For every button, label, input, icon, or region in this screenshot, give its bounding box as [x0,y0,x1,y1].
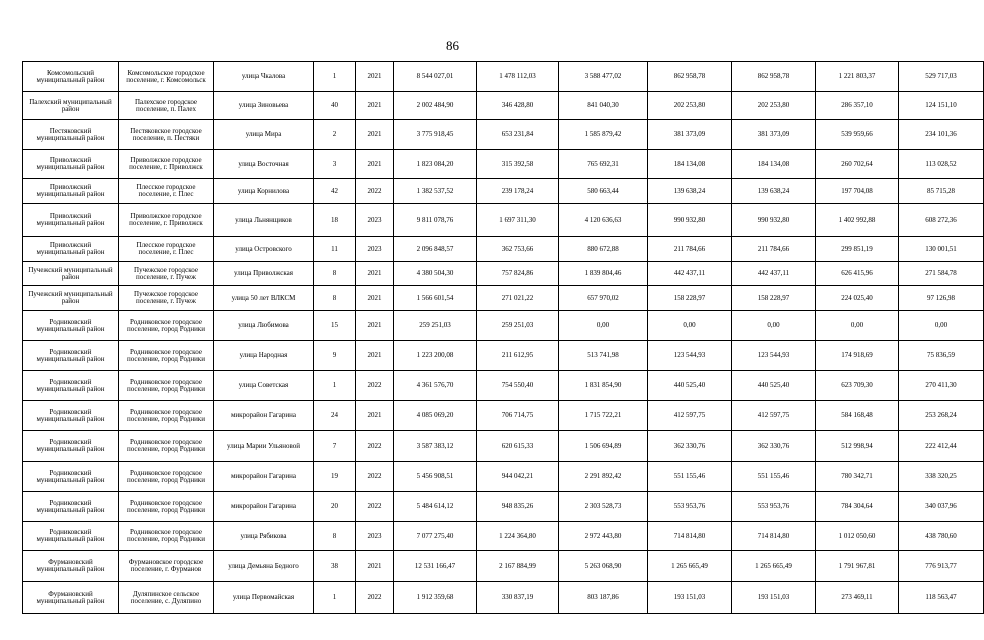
table-row [23,371,984,401]
funding-cell-7: 0,00 [899,311,984,341]
funding-cell-3: 2 303 528,73 [559,492,648,522]
year-cell: 2021 [356,150,394,179]
funding-cell-5: 202 253,80 [732,92,816,120]
year-cell: 2021 [356,120,394,150]
table-row [23,341,984,371]
funding-cell-5: 714 814,80 [732,522,816,551]
funding-cell-2: 948 835,26 [477,492,559,522]
table-row [23,150,984,179]
funding-cell-2: 315 392,58 [477,150,559,179]
street-cell: улица Народная [214,341,314,371]
funding-cell-7: 234 101,36 [899,120,984,150]
house-number-cell: 15 [314,311,356,341]
total-cost-cell: 2 002 484,90 [394,92,477,120]
district-cell: Родниковский муниципальный район [23,341,119,371]
funding-cell-6: 1 402 992,88 [816,204,899,237]
total-cost-cell: 12 531 166,47 [394,551,477,582]
total-cost-cell: 1 823 084,20 [394,150,477,179]
funding-cell-5: 440 525,40 [732,371,816,401]
funding-cell-6: 286 357,10 [816,92,899,120]
house-number-cell: 9 [314,341,356,371]
funding-cell-6: 0,00 [816,311,899,341]
district-cell: Родниковский муниципальный район [23,492,119,522]
year-cell: 2022 [356,431,394,462]
house-number-cell: 19 [314,462,356,492]
funding-cell-2: 259 251,03 [477,311,559,341]
district-cell: Пучежский муниципальный район [23,286,119,311]
settlement-cell: Родниковское городское поселение, город Родники [119,431,214,462]
street-cell: микрорайон Гагарина [214,401,314,431]
funding-cell-4: 362 330,76 [648,431,732,462]
total-cost-cell: 1 912 359,68 [394,582,477,614]
table-row [23,262,984,286]
year-cell: 2023 [356,237,394,262]
funding-cell-2: 757 824,86 [477,262,559,286]
funding-cell-5: 362 330,76 [732,431,816,462]
funding-cell-5: 381 373,09 [732,120,816,150]
year-cell: 2022 [356,492,394,522]
funding-cell-7: 130 001,51 [899,237,984,262]
street-cell: улица Зиновьева [214,92,314,120]
funding-cell-4: 123 544,93 [648,341,732,371]
funding-cell-5: 211 784,66 [732,237,816,262]
funding-cell-6: 584 168,48 [816,401,899,431]
house-number-cell: 8 [314,262,356,286]
district-cell: Приволжский муниципальный район [23,150,119,179]
total-cost-cell: 3 587 383,12 [394,431,477,462]
district-cell: Приволжский муниципальный район [23,179,119,204]
street-cell: улица 50 лет ВЛКСМ [214,286,314,311]
house-number-cell: 24 [314,401,356,431]
table-row [23,401,984,431]
funding-cell-6: 260 702,64 [816,150,899,179]
table-row [23,120,984,150]
funding-cell-5: 412 597,75 [732,401,816,431]
house-number-cell: 40 [314,92,356,120]
street-cell: улица Первомайская [214,582,314,614]
funding-cell-3: 2 291 892,42 [559,462,648,492]
settlement-cell: Родниковское городское поселение, город Родники [119,492,214,522]
funding-cell-3: 1 506 694,89 [559,431,648,462]
funding-cell-7: 118 563,47 [899,582,984,614]
funding-cell-6: 623 709,30 [816,371,899,401]
district-cell: Родниковский муниципальный район [23,462,119,492]
funding-cell-6: 1 791 967,81 [816,551,899,582]
house-number-cell: 11 [314,237,356,262]
settlement-cell: Пучежское городское поселение, г. Пучеж [119,262,214,286]
district-cell: Фурмановский муниципальный район [23,551,119,582]
settlement-cell: Приволжское городское поселение, г. Приволжск [119,150,214,179]
total-cost-cell: 8 544 027,01 [394,62,477,92]
funding-cell-4: 184 134,08 [648,150,732,179]
table-row [23,431,984,462]
funding-cell-5: 184 134,08 [732,150,816,179]
funding-cell-7: 271 584,78 [899,262,984,286]
district-cell: Фурмановский муниципальный район [23,582,119,614]
settlement-cell: Плесское городское поселение, г. Плес [119,179,214,204]
settlement-cell: Родниковское городское поселение, город Родники [119,462,214,492]
total-cost-cell: 2 096 848,57 [394,237,477,262]
funding-cell-2: 620 615,33 [477,431,559,462]
house-number-cell: 1 [314,371,356,401]
funding-cell-5: 1 265 665,49 [732,551,816,582]
funding-cell-2: 1 224 364,80 [477,522,559,551]
funding-cell-6: 539 959,66 [816,120,899,150]
funding-cell-2: 1 697 311,30 [477,204,559,237]
year-cell: 2023 [356,204,394,237]
house-number-cell: 8 [314,286,356,311]
funding-cell-4: 0,00 [648,311,732,341]
funding-cell-4: 412 597,75 [648,401,732,431]
year-cell: 2021 [356,92,394,120]
funding-cell-6: 780 342,71 [816,462,899,492]
year-cell: 2021 [356,262,394,286]
district-cell: Приволжский муниципальный район [23,204,119,237]
funding-cell-6: 299 851,19 [816,237,899,262]
house-number-cell: 20 [314,492,356,522]
funding-cell-4: 193 151,03 [648,582,732,614]
total-cost-cell: 1 566 601,54 [394,286,477,311]
district-cell: Пестяковский муниципальный район [23,120,119,150]
house-number-cell: 42 [314,179,356,204]
funding-cell-7: 85 715,28 [899,179,984,204]
funding-cell-3: 880 672,88 [559,237,648,262]
funding-cell-4: 553 953,76 [648,492,732,522]
settlement-cell: Родниковское городское поселение, город Родники [119,341,214,371]
total-cost-cell: 4 361 576,70 [394,371,477,401]
district-cell: Приволжский муниципальный район [23,237,119,262]
funding-cell-7: 529 717,03 [899,62,984,92]
funding-cell-7: 75 836,59 [899,341,984,371]
year-cell: 2021 [356,62,394,92]
funding-cell-2: 346 428,80 [477,92,559,120]
funding-cell-5: 862 958,78 [732,62,816,92]
total-cost-cell: 1 223 200,08 [394,341,477,371]
district-cell: Родниковский муниципальный район [23,522,119,551]
total-cost-cell: 9 811 078,76 [394,204,477,237]
house-number-cell: 2 [314,120,356,150]
funding-cell-5: 551 155,46 [732,462,816,492]
table-row [23,522,984,551]
funding-cell-2: 330 837,19 [477,582,559,614]
funding-cell-6: 224 025,40 [816,286,899,311]
table-row [23,582,984,614]
settlement-cell: Родниковское городское поселение, город Родники [119,401,214,431]
funding-cell-4: 862 958,78 [648,62,732,92]
funding-cell-5: 553 953,76 [732,492,816,522]
table-row [23,462,984,492]
funding-cell-4: 440 525,40 [648,371,732,401]
settlement-cell: Пестяковское городское поселение, п. Пестяки [119,120,214,150]
funding-cell-3: 765 692,31 [559,150,648,179]
funding-cell-7: 253 268,24 [899,401,984,431]
district-cell: Родниковский муниципальный район [23,401,119,431]
district-cell: Родниковский муниципальный район [23,431,119,462]
funding-cell-3: 580 663,44 [559,179,648,204]
funding-cell-7: 222 412,44 [899,431,984,462]
settlement-cell: Пучежское городское поселение, г. Пучеж [119,286,214,311]
funding-cell-4: 202 253,80 [648,92,732,120]
funding-cell-3: 657 970,02 [559,286,648,311]
funding-cell-5: 990 932,80 [732,204,816,237]
funding-cell-6: 784 304,64 [816,492,899,522]
table-row [23,311,984,341]
house-number-cell: 38 [314,551,356,582]
district-cell: Комсомольский муниципальный район [23,62,119,92]
funding-cell-4: 1 265 665,49 [648,551,732,582]
total-cost-cell: 1 382 537,52 [394,179,477,204]
funding-cell-5: 123 544,93 [732,341,816,371]
house-number-cell: 18 [314,204,356,237]
street-cell: улица Любимова [214,311,314,341]
street-cell: улица Мира [214,120,314,150]
house-number-cell: 3 [314,150,356,179]
year-cell: 2021 [356,551,394,582]
funding-cell-2: 362 753,66 [477,237,559,262]
year-cell: 2021 [356,401,394,431]
street-cell: улица Рябикова [214,522,314,551]
funding-cell-4: 990 932,80 [648,204,732,237]
total-cost-cell: 4 085 069,20 [394,401,477,431]
total-cost-cell: 5 456 908,51 [394,462,477,492]
funding-cell-7: 338 320,25 [899,462,984,492]
funding-cell-5: 0,00 [732,311,816,341]
funding-cell-3: 803 187,86 [559,582,648,614]
total-cost-cell: 259 251,03 [394,311,477,341]
district-cell: Пучежский муниципальный район [23,262,119,286]
funding-cell-7: 438 780,60 [899,522,984,551]
funding-cell-4: 139 638,24 [648,179,732,204]
funding-cell-2: 271 021,22 [477,286,559,311]
street-cell: микрорайон Гагарина [214,492,314,522]
settlement-cell: Приволжское городское поселение, г. Приволжск [119,204,214,237]
table-row [23,204,984,237]
year-cell: 2021 [356,341,394,371]
street-cell: улица Демьяна Бедного [214,551,314,582]
street-cell: улица Приволжская [214,262,314,286]
funding-cell-2: 754 550,40 [477,371,559,401]
table-row [23,179,984,204]
settlement-cell: Родниковское городское поселение, город Родники [119,311,214,341]
funding-cell-4: 211 784,66 [648,237,732,262]
total-cost-cell: 3 775 918,45 [394,120,477,150]
funding-cell-3: 3 588 477,02 [559,62,648,92]
funding-cell-4: 551 155,46 [648,462,732,492]
page-number: 86 [446,38,459,53]
table-row [23,286,984,311]
funding-cell-3: 0,00 [559,311,648,341]
funding-cell-4: 442 437,11 [648,262,732,286]
settlement-cell: Палехское городское поселение, п. Палех [119,92,214,120]
funding-cell-3: 1 831 854,90 [559,371,648,401]
funding-cell-2: 706 714,75 [477,401,559,431]
table-row [23,551,984,582]
street-cell: улица Островского [214,237,314,262]
settlement-cell: Дуляпинское сельское поселение, с. Дуляпино [119,582,214,614]
settlement-cell: Комсомольское городское поселение, г. Комсомольск [119,62,214,92]
street-cell: микрорайон Гагарина [214,462,314,492]
street-cell: улица Восточная [214,150,314,179]
funding-cell-7: 608 272,36 [899,204,984,237]
funding-cell-7: 124 151,10 [899,92,984,120]
total-cost-cell: 4 380 504,30 [394,262,477,286]
settlement-cell: Родниковское городское поселение, город Родники [119,371,214,401]
funding-cell-4: 381 373,09 [648,120,732,150]
funding-cell-3: 1 585 879,42 [559,120,648,150]
year-cell: 2022 [356,179,394,204]
funding-cell-3: 4 120 636,63 [559,204,648,237]
district-cell: Палехский муниципальный район [23,92,119,120]
funding-cell-6: 512 998,94 [816,431,899,462]
funding-cell-7: 340 037,96 [899,492,984,522]
year-cell: 2022 [356,582,394,614]
funding-cell-6: 626 415,96 [816,262,899,286]
funding-cell-3: 513 741,98 [559,341,648,371]
table-row [23,62,984,92]
funding-cell-3: 2 972 443,80 [559,522,648,551]
table-row [23,492,984,522]
house-number-cell: 1 [314,582,356,614]
year-cell: 2021 [356,286,394,311]
settlement-cell: Родниковское городское поселение, город Родники [119,522,214,551]
house-number-cell: 1 [314,62,356,92]
funding-cell-3: 1 839 804,46 [559,262,648,286]
funding-cell-7: 113 028,52 [899,150,984,179]
funding-cell-3: 1 715 722,21 [559,401,648,431]
district-cell: Родниковский муниципальный район [23,371,119,401]
funding-cell-5: 442 437,11 [732,262,816,286]
funding-cell-4: 158 228,97 [648,286,732,311]
funding-cell-2: 2 167 884,99 [477,551,559,582]
funding-cell-5: 158 228,97 [732,286,816,311]
funding-cell-5: 139 638,24 [732,179,816,204]
funding-cell-2: 211 612,95 [477,341,559,371]
funding-cell-3: 5 263 068,90 [559,551,648,582]
funding-cell-2: 239 178,24 [477,179,559,204]
funding-cell-6: 174 918,69 [816,341,899,371]
funding-cell-5: 193 151,03 [732,582,816,614]
street-cell: улица Советская [214,371,314,401]
funding-cell-3: 841 040,30 [559,92,648,120]
year-cell: 2022 [356,371,394,401]
street-cell: улица Чкалова [214,62,314,92]
house-number-cell: 8 [314,522,356,551]
district-cell: Родниковский муниципальный район [23,311,119,341]
settlement-cell: Плесское городское поселение, г. Плес [119,237,214,262]
funding-cell-2: 653 231,84 [477,120,559,150]
year-cell: 2021 [356,311,394,341]
funding-cell-6: 1 012 050,60 [816,522,899,551]
funding-cell-7: 270 411,30 [899,371,984,401]
street-cell: улица Корнилова [214,179,314,204]
year-cell: 2022 [356,462,394,492]
street-cell: улица Марии Ульяновой [214,431,314,462]
data-table [22,61,984,614]
funding-cell-6: 273 469,11 [816,582,899,614]
funding-cell-7: 776 913,77 [899,551,984,582]
street-cell: улица Льнянщиков [214,204,314,237]
total-cost-cell: 5 484 614,12 [394,492,477,522]
funding-cell-2: 944 042,21 [477,462,559,492]
table-row [23,237,984,262]
funding-cell-6: 197 704,08 [816,179,899,204]
settlement-cell: Фурмановское городское поселение, г. Фурманов [119,551,214,582]
funding-cell-4: 714 814,80 [648,522,732,551]
funding-cell-6: 1 221 803,37 [816,62,899,92]
funding-cell-7: 97 126,98 [899,286,984,311]
total-cost-cell: 7 077 275,40 [394,522,477,551]
house-number-cell: 7 [314,431,356,462]
table-row [23,92,984,120]
funding-cell-2: 1 478 112,03 [477,62,559,92]
year-cell: 2023 [356,522,394,551]
